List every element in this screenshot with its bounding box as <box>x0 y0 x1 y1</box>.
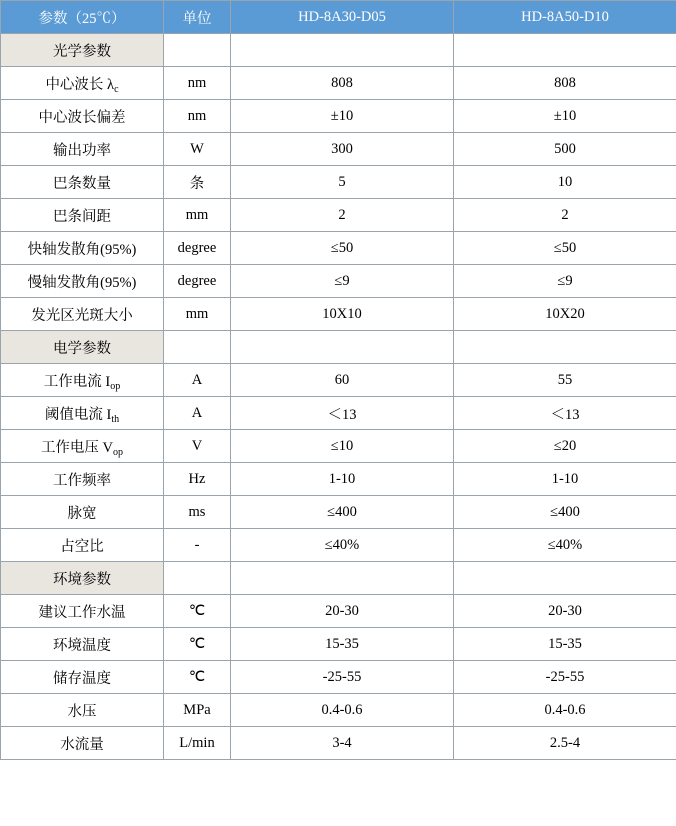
value-model-1: 10X10 <box>231 298 454 331</box>
parameter-name <box>1 661 164 694</box>
value-model-1: 5 <box>231 166 454 199</box>
parameter-name-text: 输出功率 <box>53 142 111 159</box>
table-row <box>1 496 676 529</box>
value-model-1: 3-4 <box>231 727 454 760</box>
table-row <box>1 133 676 166</box>
section-blank-cell <box>454 331 676 364</box>
table-row <box>1 166 676 199</box>
table-row <box>1 232 676 265</box>
parameter-name <box>1 67 164 100</box>
parameter-name <box>1 529 164 562</box>
parameter-name <box>1 265 164 298</box>
parameter-name-text: 工作频率 <box>53 472 111 489</box>
value-model-1: 2 <box>231 199 454 232</box>
parameter-unit: nm <box>164 100 231 133</box>
parameter-unit: ℃ <box>164 628 231 661</box>
table-row <box>1 67 676 100</box>
parameter-name-text: 水流量 <box>60 736 104 753</box>
parameter-name <box>1 595 164 628</box>
header-model-1: HD-8A30-D05 <box>231 1 454 34</box>
value-model-2: ≤9 <box>454 265 676 298</box>
header-model-2: HD-8A50-D10 <box>454 1 676 34</box>
section-row <box>1 331 676 364</box>
value-model-1: -25-55 <box>231 661 454 694</box>
parameter-name-text: 建议工作水温 <box>38 604 126 621</box>
parameter-unit: - <box>164 529 231 562</box>
value-model-1: 808 <box>231 67 454 100</box>
value-model-2: ≤20 <box>454 430 676 463</box>
table-row <box>1 100 676 133</box>
parameter-unit: Hz <box>164 463 231 496</box>
value-model-2: ＜13 <box>454 397 676 430</box>
value-model-1: 0.4-0.6 <box>231 694 454 727</box>
value-model-2: 1-10 <box>454 463 676 496</box>
value-model-2: 2 <box>454 199 676 232</box>
section-row <box>1 34 676 67</box>
parameter-name-text: 阈值电流 I <box>44 406 112 423</box>
value-model-1: ≤50 <box>231 232 454 265</box>
section-blank-cell <box>231 562 454 595</box>
table-row <box>1 694 676 727</box>
table-row <box>1 364 676 397</box>
value-model-2: ≤50 <box>454 232 676 265</box>
section-row <box>1 562 676 595</box>
parameter-name <box>1 166 164 199</box>
table-row <box>1 397 676 430</box>
parameter-unit: mm <box>164 199 231 232</box>
parameter-name <box>1 397 164 430</box>
parameter-unit: A <box>164 364 231 397</box>
section-blank-cell <box>231 331 454 364</box>
value-model-2: 500 <box>454 133 676 166</box>
parameter-unit: nm <box>164 67 231 100</box>
value-model-1: 1-10 <box>231 463 454 496</box>
parameter-name <box>1 430 164 463</box>
value-model-1: 60 <box>231 364 454 397</box>
section-blank-cell <box>164 34 231 67</box>
value-model-2: 10X20 <box>454 298 676 331</box>
value-model-2: 55 <box>454 364 676 397</box>
value-model-2: -25-55 <box>454 661 676 694</box>
parameter-name-text: 工作电流 I <box>43 373 111 390</box>
value-model-2: 10 <box>454 166 676 199</box>
parameter-name <box>1 694 164 727</box>
table-row <box>1 298 676 331</box>
parameter-unit: ℃ <box>164 661 231 694</box>
table-header-row <box>1 1 676 34</box>
parameter-name-text: 工作电压 V <box>40 439 114 456</box>
section-blank-cell <box>454 34 676 67</box>
value-model-2: 0.4-0.6 <box>454 694 676 727</box>
section-blank-cell <box>164 331 231 364</box>
table-row <box>1 595 676 628</box>
value-model-2: ≤400 <box>454 496 676 529</box>
value-model-2: ≤40% <box>454 529 676 562</box>
parameter-name-text: 巴条数量 <box>53 175 111 192</box>
parameter-name <box>1 298 164 331</box>
parameter-name-text: 发光区光斑大小 <box>31 307 133 324</box>
section-blank-cell <box>164 562 231 595</box>
table-row <box>1 430 676 463</box>
parameter-name <box>1 232 164 265</box>
value-model-1: 300 <box>231 133 454 166</box>
section-title: 电学参数 <box>1 331 164 364</box>
parameter-name-text: 环境温度 <box>53 637 111 654</box>
parameter-name <box>1 199 164 232</box>
section-title: 光学参数 <box>1 34 164 67</box>
parameter-name <box>1 100 164 133</box>
parameter-unit: 条 <box>164 166 231 199</box>
parameter-unit: degree <box>164 232 231 265</box>
header-parameter: 参数（25℃） <box>1 1 164 34</box>
parameter-subscript: th <box>111 413 120 425</box>
value-model-1: ±10 <box>231 100 454 133</box>
parameter-unit: degree <box>164 265 231 298</box>
parameter-name-text: 中心波长 λ <box>45 76 115 93</box>
parameter-name <box>1 364 164 397</box>
table-row <box>1 727 676 760</box>
value-model-1: 15-35 <box>231 628 454 661</box>
value-model-2: 15-35 <box>454 628 676 661</box>
parameter-name-text: 占空比 <box>60 538 104 555</box>
parameter-name <box>1 628 164 661</box>
value-model-1: ＜13 <box>231 397 454 430</box>
parameter-unit: ℃ <box>164 595 231 628</box>
parameter-name-text: 水压 <box>67 703 97 720</box>
parameter-name-text: 储存温度 <box>53 670 111 687</box>
section-blank-cell <box>454 562 676 595</box>
parameter-name-text: 慢轴发散角(95%) <box>27 274 137 291</box>
table-row <box>1 199 676 232</box>
parameter-name <box>1 496 164 529</box>
parameter-subscript: op <box>113 446 124 458</box>
table-row <box>1 529 676 562</box>
parameter-name <box>1 133 164 166</box>
parameter-subscript: c <box>114 83 119 95</box>
section-title: 环境参数 <box>1 562 164 595</box>
value-model-2: ±10 <box>454 100 676 133</box>
table-row <box>1 661 676 694</box>
table-row <box>1 463 676 496</box>
parameter-unit: A <box>164 397 231 430</box>
table-body <box>1 1 676 760</box>
value-model-1: 20-30 <box>231 595 454 628</box>
value-model-1: ≤400 <box>231 496 454 529</box>
value-model-2: 20-30 <box>454 595 676 628</box>
parameter-name-text: 巴条间距 <box>53 208 111 225</box>
value-model-1: ≤10 <box>231 430 454 463</box>
table-row <box>1 265 676 298</box>
value-model-1: ≤40% <box>231 529 454 562</box>
header-unit: 单位 <box>164 1 231 34</box>
parameter-name <box>1 463 164 496</box>
parameter-unit: L/min <box>164 727 231 760</box>
value-model-1: ≤9 <box>231 265 454 298</box>
parameter-name-text: 脉宽 <box>67 505 97 522</box>
parameter-unit: mm <box>164 298 231 331</box>
parameter-name-text: 中心波长偏差 <box>38 109 126 126</box>
parameter-unit: W <box>164 133 231 166</box>
table-row <box>1 628 676 661</box>
section-blank-cell <box>231 34 454 67</box>
parameter-unit: ms <box>164 496 231 529</box>
parameter-name <box>1 727 164 760</box>
parameter-subscript: op <box>110 380 121 392</box>
parameter-name-text: 快轴发散角(95%) <box>27 241 137 258</box>
value-model-2: 808 <box>454 67 676 100</box>
parameter-unit: V <box>164 430 231 463</box>
parameter-unit: MPa <box>164 694 231 727</box>
value-model-2: 2.5-4 <box>454 727 676 760</box>
